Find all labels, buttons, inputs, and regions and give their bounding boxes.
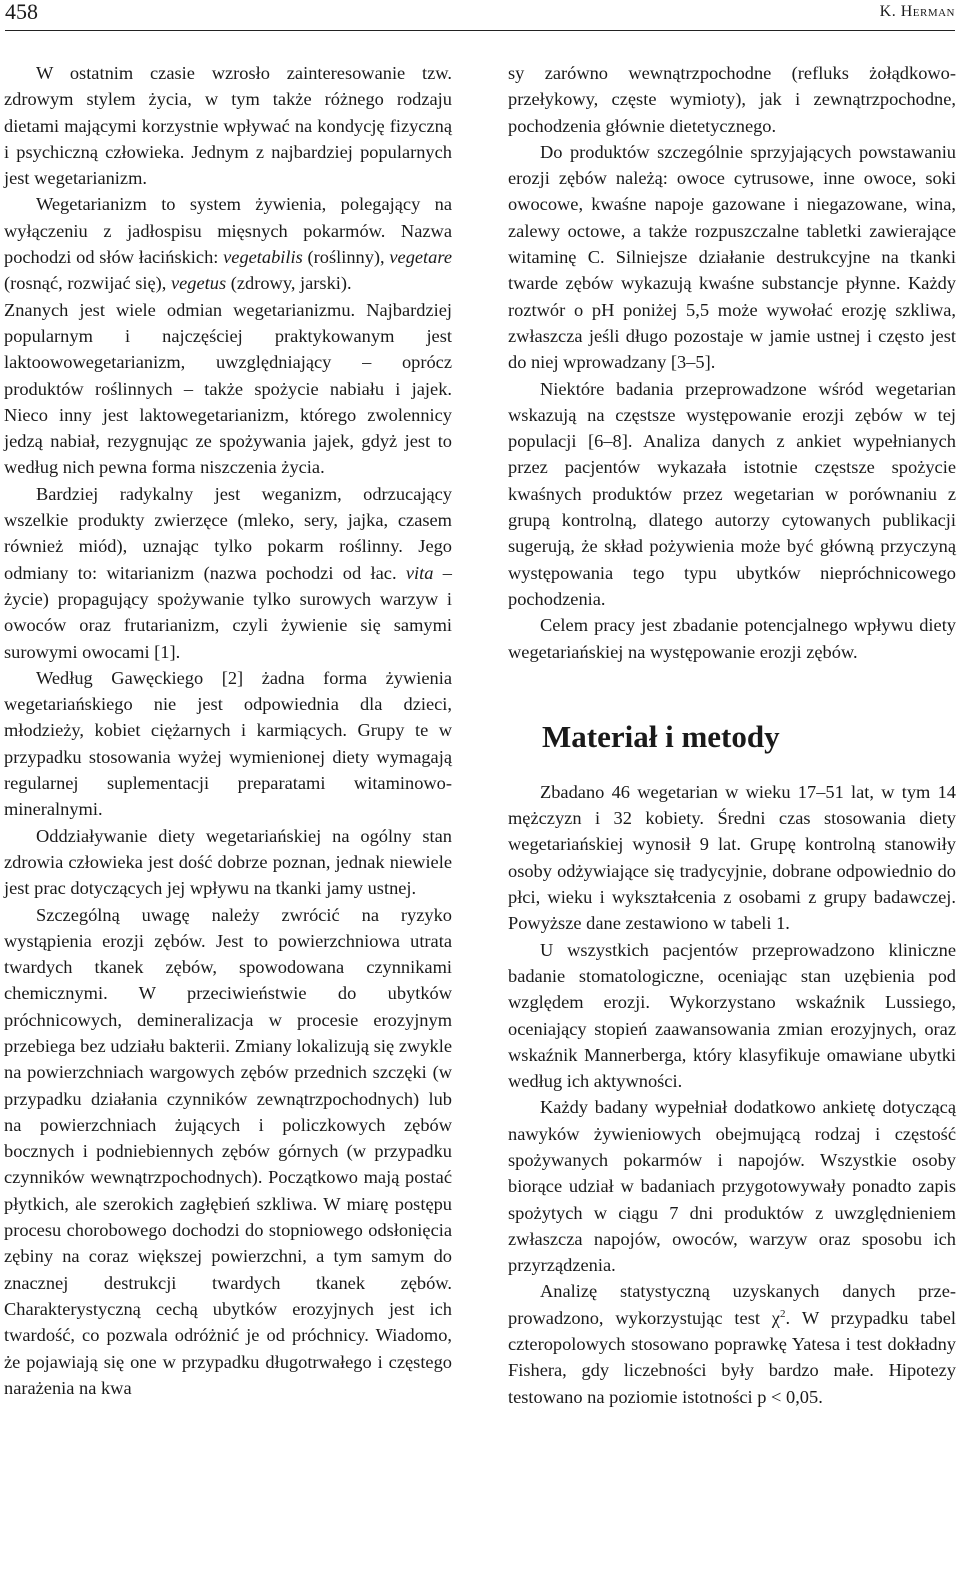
left-column-paragraphs [4, 60, 452, 1401]
text-run: (roślinny), [302, 247, 390, 268]
text-run: . W przypadku tabel czteropolowych stosowano poprawkę Yatesa i test dokładny Fishera, gdy liczebności były bardzo małe. Hipotezy testowano na poziomie istotności p < 0,05. [508, 1307, 956, 1407]
page-header [5, 0, 955, 31]
paragraph: Szczególną uwagę należy zwrócić na ryzyko wystąpienia erozji zębów. Jest to powierzchniowa utrata twardych tkanek zębów, spowodowana czynnikami chemicznymi. W przeciwieństwie do ubytków próchnicowych, demineralizacja w procesie erozyjnym przebiega bez udziału bakterii. Zmiany lokalizują się zwykle na powierzchniach wargowych zębów przednich szczęki (w przypadku działania czynników zewnątrzpochodnych) lub na powierzchniach żujących i policzkowych zębów bocznych i podniebiennych zębów górnych (w przypadku czynników wewnątrzpochodnych). Początkowo mają postać płytkich, ale szerokich zagłębień szkliwa. W miarę postępu procesu chorobowego dochodzi do stopniowego odsłonięcia zębiny na coraz większej powierzchni, a tym samym do znacznej destrukcji twardych tkanek zębów. Charakterystyczną cechą ubytków erozyjnych jest ich twardość, co pozwala odróżnić je od próchnicy. Wiadomo, że pojawiają się one w przypadku długotrwałego i częstego narażenia na kwa [4, 904, 452, 1398]
superscript: 2 [779, 1307, 786, 1320]
paragraph [508, 1278, 956, 1409]
paragraph: U wszystkich pacjentów przeprowadzono kliniczne badanie stomatologiczne, oceniając stan uzębienia pod względem erozji. Wykorzystano wskaźnik Lussiego, oceniający stopień zaawansowania zmian erozyjnych, oraz wskaźnik Mannerberga, który klasyfikuje omawiane ubytki według ich aktywności. [508, 939, 956, 1092]
running-head: K. Herman [879, 3, 955, 20]
paragraph: Celem pracy jest zbadanie potencjalnego wpływu diety wegetariańskiej na występowanie erozji zębów. [508, 615, 956, 662]
italic-term: vita [405, 562, 434, 583]
italic-term: vegetus [170, 273, 227, 294]
paragraph: Oddziaływanie diety wegetariańskiej na ogólny stan zdrowia człowieka jest dość dobrze poznan, jednak niewiele jest prac dotyczących jej wpływu na tkanki jamy ustnej. [4, 825, 452, 899]
paragraph: Zbadano 46 wegetarian w wieku 17–51 lat, w tym 14 mężczyzn i 32 kobiety. Średni czas stosowania diety wegetariańskiej wynosił 9 lat. Grupę kontrolną stanowiły osoby odżywiające się tradycyjnie, dobrane odpowiednio do płci, wieku i wykształcenia z osobami z grupy badawczej. Powyższe dane zestawiono w tabeli 1. [508, 781, 956, 934]
right-column [508, 60, 956, 1410]
page-number: 458 [5, 0, 38, 24]
right-column-bottom-paragraphs [508, 779, 956, 1410]
paragraph: Znanych jest wiele odmian wegetarianizmu. Najbardziej popularnym i najczęściej praktykowanym jest laktoowowegetarianizm, uwzględniający – oprócz produktów roślinnych – także spożycie nabiału i jajek. Nieco inny jest laktowegetarianizm, którego zwolennicy jedzą nabiał, rezygnując ze spożywania jajek, gdyż jest to według nich pewna forma niszczenia życia. [4, 299, 452, 478]
paragraph [4, 481, 452, 665]
paragraph: Każdy badany wypełniał dodatkowo ankietę dotyczącą nawyków żywieniowych obejmującą rodzaj i częstość spożywanych pokarmów i napojów. Wszystkie osoby biorące udział w badaniach przygotowywały ponadto zapis spożytych w ciągu 7 dni produktów z uwzględnieniem zwłaszcza napojów, owoców, warzyw oraz sposobu ich przyrządzenia. [508, 1097, 956, 1276]
paragraph: Do produktów szczególnie sprzyjających powstawaniu erozji zębów należą: owoce cytrusowe, inne owoce, soki owocowe, kwaśne napoje gazowane i niegazowane, wina, zalewy octowe, a także rozpuszczalne tabletki zawierające witaminę C. Silniejsze działanie destrukcyjne na tkanki twarde zębów wykazują kwaśne substancje płynne. Każdy roztwór o pH poniżej 5,5 może wywołać erozję szkliwa, zwłaszcza jeśli długo pozostaje w jamie ustnej i często jest do niej wprowadzany [3–5]. [508, 141, 956, 373]
paragraph: Niektóre badania przeprowadzone wśród wegetarian wskazują na częstsze występowanie erozji zębów w tej populacji [6–8]. Analiza danych z ankiet wypełnianych przez pacjentów wykazała istotnie częstsze spożycie kwaśnych produktów przez wegetarian w porównaniu z grupą kontrolną, dlatego autorzy cytowanych publikacji sugerują, że skład pożywienia może być główną przyczyną występowania tego typu ubytków niepróchnicowego pochodzenia. [508, 378, 956, 609]
italic-term: vegetabilis [223, 247, 303, 268]
paragraph: Według Gawęckiego [2] żadna forma żywienia wegetariańskiego nie jest odpowiednia dla dzieci, młodzieży, kobiet ciężarnych i karmiących. Grupy te w przypadku stosowania wyżej wymienionej diety wymagają regularnej suplementacji preparatami witaminowo-mineralnymi. [4, 667, 452, 820]
text-run: Wegetarianizm to system żywienia, polegający na wyłączeniu z jadłospisu mięsnych pokarmów. Nazwa pochodzi od słów łacińskich: [4, 194, 452, 268]
left-column [4, 60, 452, 1401]
section-heading: Materiał i metody [542, 718, 780, 754]
text-run: (zdrowy, jarski). [226, 273, 352, 294]
text-run: – życie) propagujący spożywanie tylko surowych warzyw i owoców oraz frutarianizm, czyli żywienie się samymi surowymi owocami [1]. [4, 562, 452, 662]
italic-term: vegetare [389, 247, 452, 268]
text-run: (rosnąć, rozwijać się), [4, 273, 171, 294]
paragraph [4, 191, 452, 296]
right-column-top-paragraphs [508, 60, 956, 665]
text-run: Bardziej radykalny jest weganizm, odrzucający wszelkie produkty zwierzęce (mleko, sery, jajka, czasem również miód), uznając tylko pokarm roślinny. Jego odmiany to: witarianizm (nazwa pochodzi od łac. [4, 483, 452, 583]
text-run: Analizę statystyczną uzyskanych danych przeprowadzono, wykorzystując test χ [508, 1281, 956, 1328]
paragraph: sy zarówno wewnątrzpochodne (refluks żołądkowo-przełykowy, częste wymioty), jak i zewnątrzpochodne, pochodzenia głównie dietetycznego. [508, 63, 956, 136]
paragraph: W ostatnim czasie wzrosło zainteresowanie tzw. zdrowym stylem życia, w tym także różnego rodzaju dietami mającymi korzystnie wpływać na kondycję fizyczną i psychiczną człowieka. Jednym z najbardziej popularnych jest wegetarianizm. [4, 63, 452, 189]
